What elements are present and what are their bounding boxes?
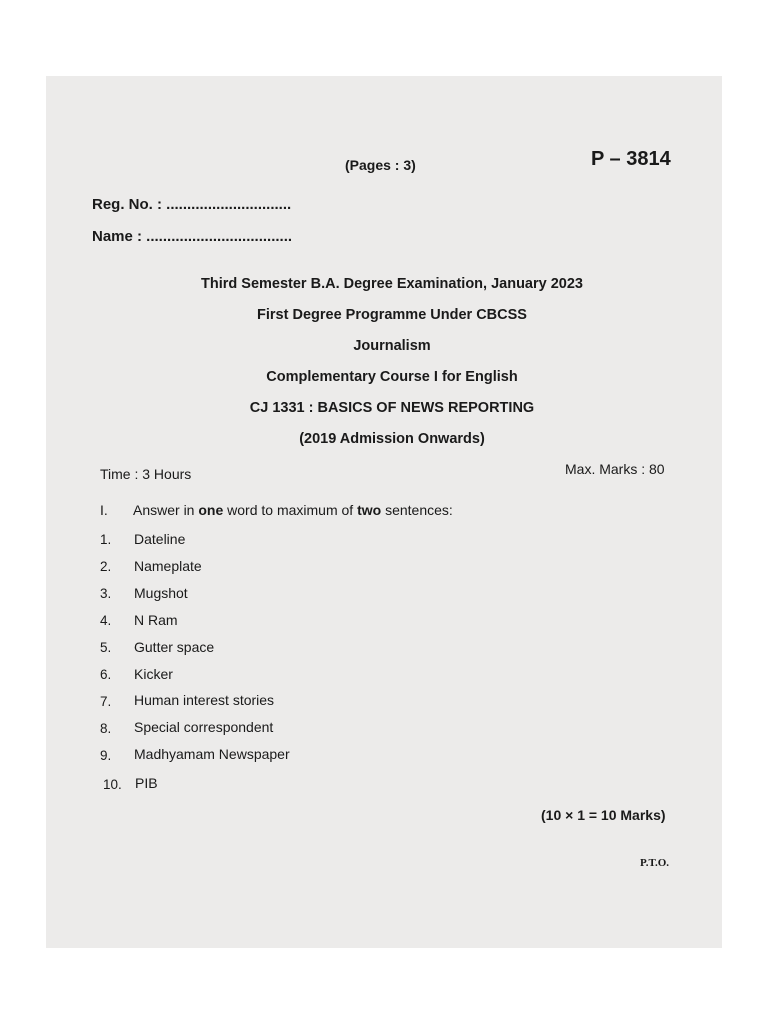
question-text: Kicker [134,666,173,682]
reg-no-field: Reg. No. : .............................. [92,196,292,213]
name-field: Name : ................................... [92,228,293,245]
question-text: Dateline [134,531,186,547]
instruction-bold-one: one [198,502,224,518]
question-text: Gutter space [134,639,215,655]
question-number: 4. [100,613,112,628]
question-text: Nameplate [134,558,202,574]
pages-count: (Pages : 3) [345,157,416,173]
time-allowed: Time : 3 Hours [100,466,192,482]
question-text: PIB [135,775,158,791]
question-number: 8. [100,721,112,736]
section-number: I. [100,502,108,518]
question-number: 1. [100,532,112,547]
question-text: Human interest stories [134,692,275,708]
question-number: 10. [103,777,122,792]
max-marks: Max. Marks : 80 [565,461,665,477]
question-number: 3. [100,586,112,601]
instruction-mid: word to maximum of [223,502,358,518]
question-number: 7. [100,694,112,709]
question-text: Mugshot [134,585,188,601]
instruction-prefix: Answer in [133,502,199,518]
please-turn-over: P.T.O. [640,857,670,869]
subject-title: Journalism [353,338,431,354]
section-instruction [133,502,453,518]
programme-title: First Degree Programme Under CBCSS [257,307,527,323]
question-number: 6. [100,667,112,682]
paper-code: P – 3814 [591,148,671,170]
exam-title: Third Semester B.A. Degree Examination, January 2023 [201,276,583,292]
exam-title-block [46,269,722,455]
question-number: 9. [100,748,112,763]
section-marks: (10 × 1 = 10 Marks) [541,807,666,823]
exam-paper [46,76,722,948]
question-number: 2. [100,559,112,574]
question-text: Special correspondent [134,719,274,735]
instruction-bold-two: two [357,502,382,518]
paper-title: CJ 1331 : BASICS OF NEWS REPORTING [249,400,535,416]
question-text: Madhyamam Newspaper [134,746,290,762]
instruction-suffix: sentences: [381,502,453,518]
course-title: Complementary Course I for English [266,369,518,385]
question-text: N Ram [134,612,178,628]
question-number: 5. [100,640,112,655]
admission-title: (2019 Admission Onwards) [299,431,485,447]
